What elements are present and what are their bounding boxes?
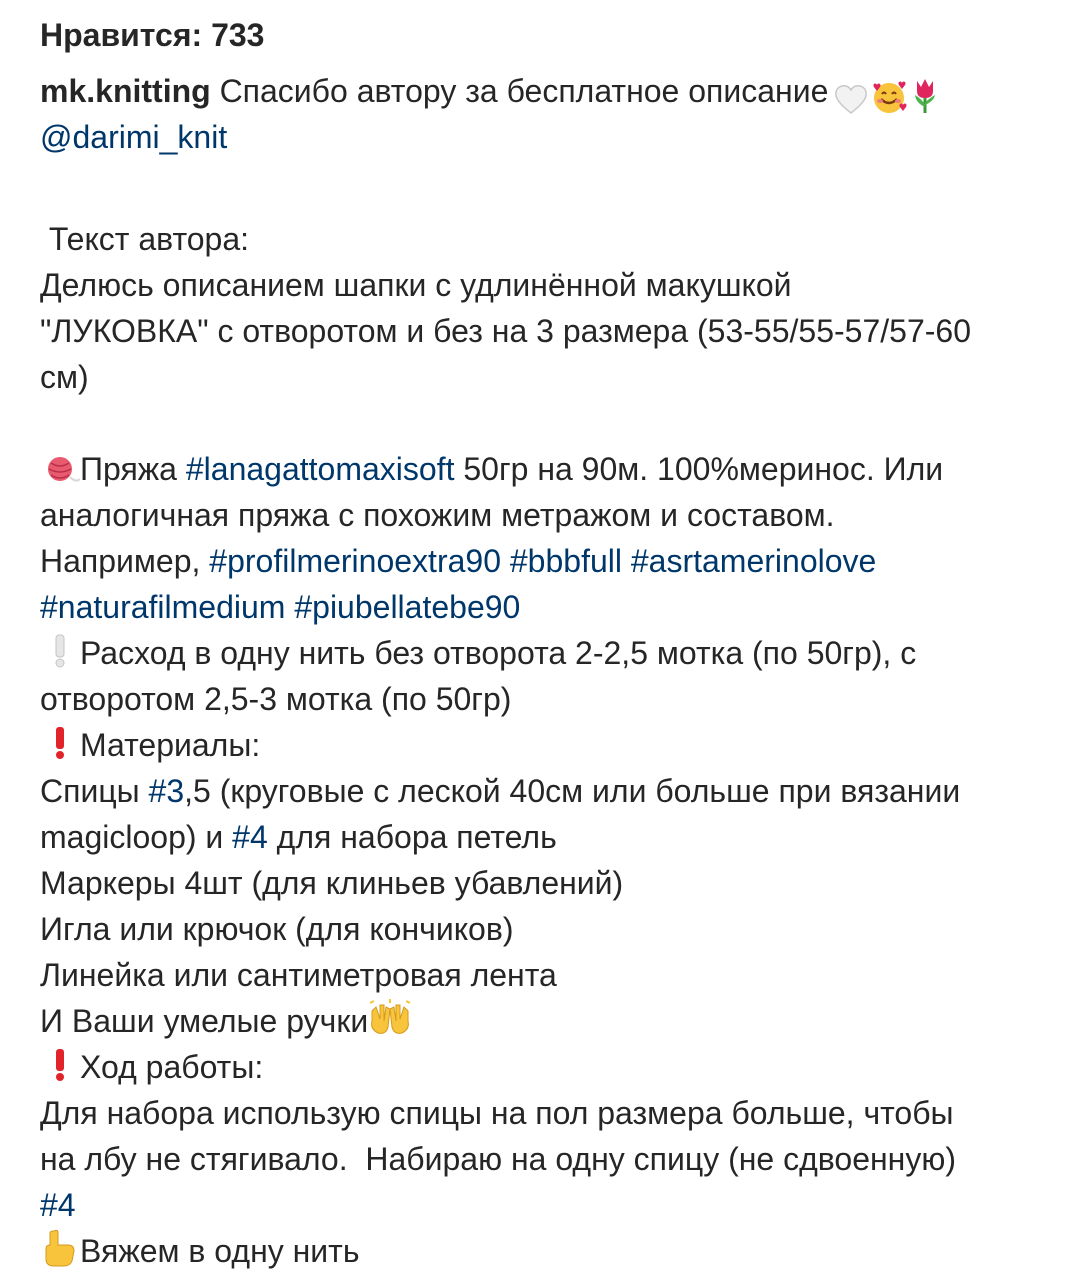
cast-on-line-1: Для набора использую спицы на пол размера больше, чтобы [40, 1095, 954, 1131]
tulip-icon [910, 75, 940, 115]
smiling-face-with-hearts-icon [870, 79, 908, 115]
cast-on-line-2: на лбу не стягивало. Набираю на одну спицу (не сдвоенную) [40, 1141, 956, 1177]
red-exclamation-icon [40, 1047, 80, 1083]
yarn-suffix: 50гр на 90м. 100%меринос. Или [454, 451, 944, 487]
yarn-prefix: Пряжа [80, 451, 186, 487]
hands-line [40, 998, 1040, 1044]
yarn-example-prefix: Например, [40, 543, 210, 579]
hashtag-link[interactable]: #lanagattomaxisoft [185, 451, 455, 487]
markers-line: Маркеры 4шт (для клиньев убавлений) [40, 865, 624, 901]
caption-text: Спасибо автору за бесплатное описание [219, 73, 829, 109]
mention-link[interactable]: @darimi_knit [40, 119, 228, 155]
author-text-label: Текст автора: [40, 221, 250, 257]
white-exclamation-icon [40, 633, 80, 669]
intro-line-1: Делюсь описанием шапки с удлинённой макушкой [40, 267, 792, 303]
caption-first-line [40, 68, 1040, 114]
spacer [40, 400, 1040, 446]
yarn-line-3 [40, 538, 1040, 584]
needles-prefix: Спицы [40, 773, 149, 809]
intro-line-3: см) [40, 359, 89, 395]
single-strand-line [40, 1228, 1040, 1274]
needles-line2-prefix: magicloop) и [40, 819, 233, 855]
pointing-up-icon [40, 1229, 80, 1267]
username-link[interactable]: mk.knitting [40, 73, 211, 109]
consumption-line-1 [40, 630, 1040, 676]
hands-text: И Ваши умелые ручки [40, 1003, 369, 1039]
cast-on-line-3 [40, 1182, 1040, 1228]
ruler-line: Линейка или сантиметровая лента [40, 957, 557, 993]
needles-suffix: ,5 (круговые с леской 40см или больше при вязании [184, 773, 961, 809]
needles-line-1 [40, 768, 1040, 814]
hashtag-link[interactable]: #naturafilmedium [40, 589, 286, 625]
intro-line-2: "ЛУКОВКА" с отворотом и без на 3 размера (53-55/55-57/57-60 [40, 313, 971, 349]
materials-label: Материалы: [80, 727, 261, 763]
hashtag-link[interactable]: #asrtamerinolove [630, 543, 877, 579]
single-strand-text: Вяжем в одну нить [80, 1233, 360, 1269]
raised-hands-icon [368, 999, 412, 1037]
materials-heading [40, 722, 1040, 768]
yarn-ball-icon [40, 453, 80, 485]
hashtag-link[interactable]: #3 [148, 773, 185, 809]
hashtag-link[interactable]: #piubellatebe90 [294, 589, 521, 625]
white-heart-icon [834, 83, 868, 115]
hashtag-link[interactable]: #bbbfull [509, 543, 622, 579]
yarn-line-4 [40, 584, 1040, 630]
consumption-text: Расход в одну нить без отворота 2-2,5 мотка (по 50гр), с [80, 635, 917, 671]
likes-count[interactable]: Нравится: 733 [40, 17, 265, 53]
hashtag-link[interactable]: #4 [40, 1187, 76, 1223]
progress-heading [40, 1044, 1040, 1090]
consumption-line-2: отворотом 2,5-3 мотка (по 50гр) [40, 681, 512, 717]
spacer [40, 206, 1040, 216]
yarn-line-1 [40, 446, 1040, 492]
progress-label: Ход работы: [80, 1049, 264, 1085]
yarn-line-2: аналогичная пряжа с похожим метражом и составом. [40, 497, 835, 533]
needle-hook-line: Игла или крючок (для кончиков) [40, 911, 514, 947]
needles-line2-suffix: для набора петель [267, 819, 557, 855]
red-exclamation-icon [40, 725, 80, 761]
hashtag-link[interactable]: #4 [232, 819, 268, 855]
needles-line-2 [40, 814, 1040, 860]
spacer [40, 160, 1040, 206]
hashtag-link[interactable]: #profilmerinoextra90 [209, 543, 501, 579]
